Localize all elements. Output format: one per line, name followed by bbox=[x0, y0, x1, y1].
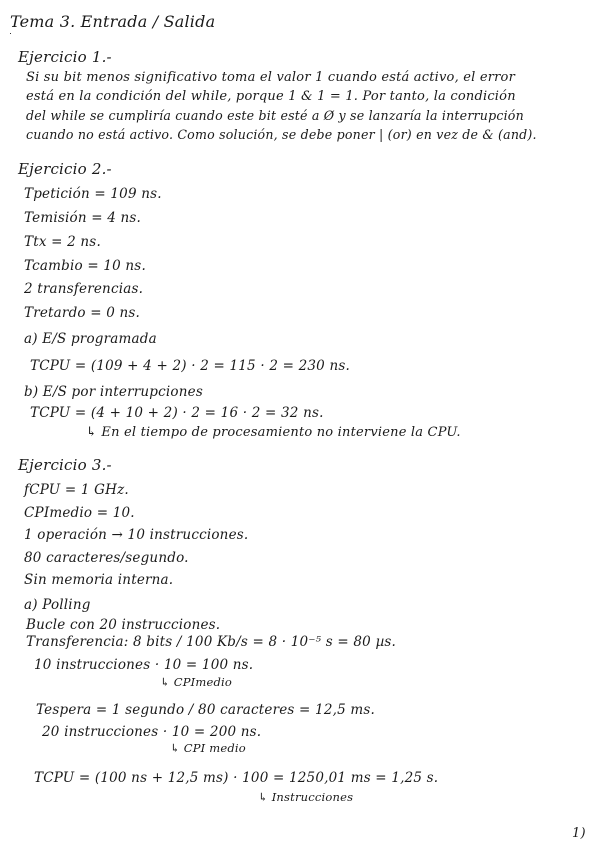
ex1-line: del while se cumpliría cuando este bit esté a Ø y se lanzaría la interrupción bbox=[26, 108, 524, 123]
ex1-line: está en la condición del while, porque 1 & 1 = 1. Por tanto, la condición bbox=[26, 89, 516, 104]
ex3-param: fCPU = 1 GHz. bbox=[24, 482, 129, 498]
ex2-part-b-label: b) E/S por interrupciones bbox=[24, 384, 203, 400]
ex3-note-instr: ↳ Instrucciones bbox=[258, 790, 354, 804]
ex2-param: Tpetición = 109 ns. bbox=[24, 186, 162, 202]
ex2-part-b-note: ↳ En el tiempo de procesamiento no interviene la CPU. bbox=[86, 425, 461, 440]
ex2-part-a-calc: TCPU = (109 + 4 + 2) · 2 = 115 · 2 = 230 ns. bbox=[30, 358, 350, 374]
page-title: Tema 3. Entrada / Salida bbox=[10, 12, 216, 31]
ex2-param: Ttx = 2 ns. bbox=[24, 234, 101, 250]
ex2-part-b-calc: TCPU = (4 + 10 + 2) · 2 = 16 · 2 = 32 ns. bbox=[30, 405, 324, 421]
ex2-part-a-label: a) E/S programada bbox=[24, 331, 157, 347]
ex1-heading: Ejercicio 1.- bbox=[18, 48, 112, 66]
ex2-param: Tretardo = 0 ns. bbox=[24, 305, 141, 321]
ex3-param: CPImedio = 10. bbox=[24, 505, 135, 521]
ex3-tcpu: TCPU = (100 ns + 12,5 ms) · 100 = 1250,01 ms = 1,25 s. bbox=[34, 770, 439, 786]
ex3-bucle: Bucle con 20 instrucciones. bbox=[26, 617, 221, 633]
title-mark bbox=[10, 33, 11, 34]
ex2-param: Temisión = 4 ns. bbox=[24, 210, 142, 226]
ex1-line: cuando no está activo. Como solución, se debe poner | (or) en vez de & (and). bbox=[26, 127, 537, 142]
ex3-heading: Ejercicio 3.- bbox=[18, 456, 112, 474]
ex2-param: 2 transferencias. bbox=[24, 281, 144, 297]
ex3-param: 80 caracteres/segundo. bbox=[24, 550, 189, 566]
ex3-instr20: 20 instrucciones · 10 = 200 ns. bbox=[42, 724, 262, 740]
ex1-line: Si su bit menos significativo toma el valor 1 cuando está activo, el error bbox=[26, 70, 515, 85]
ex3-part-a-label: a) Polling bbox=[24, 597, 91, 613]
page-number: 1) bbox=[572, 826, 586, 841]
ex2-heading: Ejercicio 2.- bbox=[18, 160, 112, 178]
ex3-transfer: Transferencia: 8 bits / 100 Kb/s = 8 · 10⁻⁵ s = 80 µs. bbox=[26, 634, 397, 650]
ex3-param: Sin memoria interna. bbox=[24, 572, 174, 588]
ex3-note-cpi: ↳ CPI medio bbox=[170, 741, 246, 755]
ex3-tespera: Tespera = 1 segundo / 80 caracteres = 12,5 ms. bbox=[36, 702, 376, 718]
ex2-param: Tcambio = 10 ns. bbox=[24, 258, 146, 274]
ex3-note-cpi: ↳ CPImedio bbox=[160, 675, 233, 689]
ex3-instr10: 10 instrucciones · 10 = 100 ns. bbox=[34, 657, 254, 673]
ex3-param: 1 operación → 10 instrucciones. bbox=[24, 527, 249, 543]
